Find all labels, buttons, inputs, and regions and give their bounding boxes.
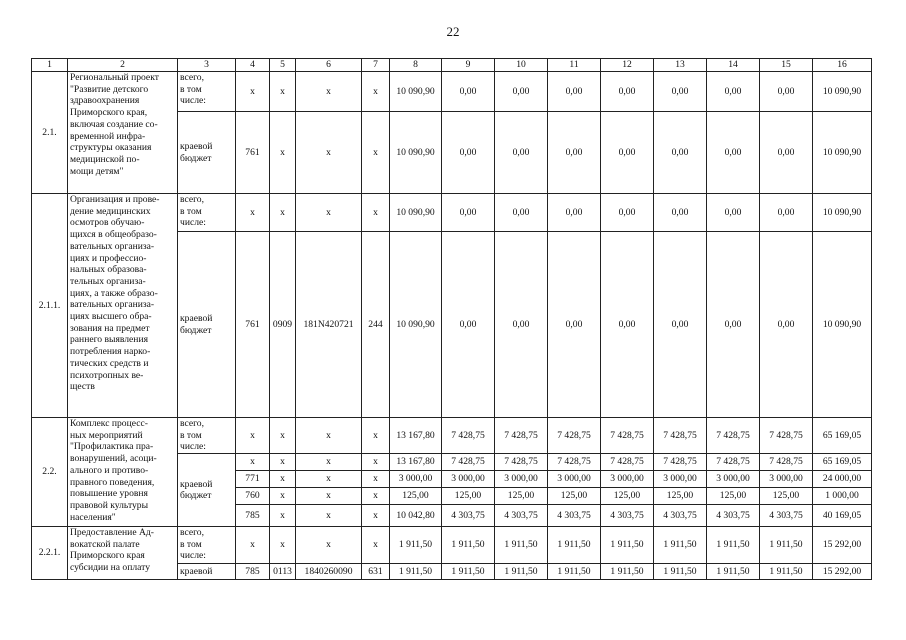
value-cell: 7 428,75 <box>442 418 495 454</box>
value-cell: 0,00 <box>654 194 707 232</box>
item-name-cell: Региональный проект "Развитие детского здравоохранения Приморского края, включая создание со- временной инфра- структуры оказания медицинской по- мощи детям" <box>68 72 178 194</box>
value-cell: 0,00 <box>601 112 654 194</box>
value-cell: 4 303,75 <box>442 505 495 527</box>
value-cell: 4 303,75 <box>760 505 813 527</box>
value-cell: 65 169,05 <box>813 454 872 471</box>
value-cell: 7 428,75 <box>495 454 548 471</box>
value-cell: 0,00 <box>654 72 707 112</box>
value-cell: 7 428,75 <box>654 454 707 471</box>
value-cell: 10 090,90 <box>813 72 872 112</box>
value-cell: х <box>296 471 362 488</box>
budget-table <box>31 58 872 580</box>
value-cell: 3 000,00 <box>442 471 495 488</box>
value-cell: х <box>296 72 362 112</box>
value-cell: х <box>362 418 390 454</box>
value-cell: 7 428,75 <box>548 454 601 471</box>
value-cell: х <box>270 527 296 564</box>
value-cell: 3 000,00 <box>707 471 760 488</box>
value-cell: 1 911,50 <box>390 564 442 580</box>
value-cell: 244 <box>362 232 390 418</box>
column-number-header: 11 <box>548 59 601 72</box>
value-cell: 15 292,00 <box>813 527 872 564</box>
value-cell: 0,00 <box>707 194 760 232</box>
value-cell: 65 169,05 <box>813 418 872 454</box>
value-cell: 0,00 <box>707 232 760 418</box>
column-number-header: 12 <box>601 59 654 72</box>
value-cell: 0,00 <box>760 72 813 112</box>
value-cell: 1 911,50 <box>442 564 495 580</box>
value-cell: 10 090,90 <box>390 194 442 232</box>
value-cell: 1 911,50 <box>654 564 707 580</box>
value-cell: х <box>362 194 390 232</box>
value-cell: 3 000,00 <box>760 471 813 488</box>
value-cell: 10 090,90 <box>813 232 872 418</box>
value-cell: 0,00 <box>442 112 495 194</box>
value-cell: 1 911,50 <box>548 564 601 580</box>
value-cell: х <box>362 72 390 112</box>
value-cell: х <box>362 505 390 527</box>
header-row <box>32 59 872 72</box>
item-number-cell: 2.2. <box>32 418 68 527</box>
value-cell: 4 303,75 <box>495 505 548 527</box>
value-cell: 125,00 <box>654 488 707 505</box>
item-name-cell: Предоставление Ад- вокатской палате Приморского края субсидии на оплату <box>68 527 178 580</box>
value-cell: х <box>236 194 270 232</box>
value-cell: 125,00 <box>442 488 495 505</box>
value-cell: 7 428,75 <box>654 418 707 454</box>
value-cell: 125,00 <box>601 488 654 505</box>
column-number-header: 5 <box>270 59 296 72</box>
value-cell: 125,00 <box>390 488 442 505</box>
value-cell: 15 292,00 <box>813 564 872 580</box>
column-number-header: 9 <box>442 59 495 72</box>
value-cell: 3 000,00 <box>495 471 548 488</box>
value-cell: 0,00 <box>495 194 548 232</box>
value-cell: 1 911,50 <box>495 564 548 580</box>
value-cell: 7 428,75 <box>760 454 813 471</box>
column-number-header: 13 <box>654 59 707 72</box>
column-number-header: 4 <box>236 59 270 72</box>
value-cell: 0113 <box>270 564 296 580</box>
value-cell: 1 911,50 <box>707 564 760 580</box>
value-cell: 125,00 <box>548 488 601 505</box>
value-cell: 1 911,50 <box>654 527 707 564</box>
value-cell: х <box>296 418 362 454</box>
value-cell: х <box>270 471 296 488</box>
value-cell: 1 911,50 <box>442 527 495 564</box>
item-number-cell: 2.1.1. <box>32 194 68 418</box>
value-cell: 0,00 <box>442 72 495 112</box>
value-cell: х <box>362 112 390 194</box>
column-number-header: 10 <box>495 59 548 72</box>
value-cell: 1 000,00 <box>813 488 872 505</box>
column-number-header: 14 <box>707 59 760 72</box>
value-cell: 40 169,05 <box>813 505 872 527</box>
value-cell: 125,00 <box>760 488 813 505</box>
value-cell: 4 303,75 <box>548 505 601 527</box>
value-cell: 0,00 <box>707 112 760 194</box>
value-cell: 10 090,90 <box>813 112 872 194</box>
table-row <box>32 194 872 232</box>
value-cell: 13 167,80 <box>390 454 442 471</box>
value-cell: х <box>296 112 362 194</box>
value-cell: 4 303,75 <box>601 505 654 527</box>
value-cell: 3 000,00 <box>390 471 442 488</box>
column-number-header: 7 <box>362 59 390 72</box>
value-cell: 24 000,00 <box>813 471 872 488</box>
column-number-header: 8 <box>390 59 442 72</box>
item-name-cell: Организация и прове- дение медицинских осмотров обучаю- щихся в общеобразо- вательных организа- циях и профессио- нальных образова- тельных организа- циях, а также образо- вательных организа- циях высшего обра- зования на предмет раннего выявления потребления нарко- тических средств и психотропных ве- ществ <box>68 194 178 418</box>
value-cell: 7 428,75 <box>495 418 548 454</box>
value-cell: х <box>362 488 390 505</box>
value-cell: 0,00 <box>548 72 601 112</box>
value-cell: 771 <box>236 471 270 488</box>
value-cell: 0,00 <box>760 232 813 418</box>
value-cell: х <box>270 454 296 471</box>
column-number-header: 3 <box>178 59 236 72</box>
value-cell: 0,00 <box>495 112 548 194</box>
column-number-header: 6 <box>296 59 362 72</box>
value-cell: 761 <box>236 232 270 418</box>
value-cell: 125,00 <box>707 488 760 505</box>
value-cell: 0,00 <box>760 112 813 194</box>
value-cell: х <box>362 527 390 564</box>
table-row <box>32 418 872 454</box>
value-cell: 13 167,80 <box>390 418 442 454</box>
value-cell: 1 911,50 <box>601 527 654 564</box>
value-cell: х <box>236 527 270 564</box>
value-cell: х <box>236 72 270 112</box>
value-cell: 1 911,50 <box>760 527 813 564</box>
value-cell: 7 428,75 <box>548 418 601 454</box>
value-cell: 125,00 <box>495 488 548 505</box>
value-cell: х <box>270 72 296 112</box>
value-cell: х <box>270 488 296 505</box>
value-cell: 7 428,75 <box>601 454 654 471</box>
value-cell: 760 <box>236 488 270 505</box>
value-cell: 0,00 <box>601 72 654 112</box>
value-cell: 3 000,00 <box>654 471 707 488</box>
value-cell: 3 000,00 <box>601 471 654 488</box>
value-cell: 0,00 <box>654 232 707 418</box>
value-cell: х <box>296 194 362 232</box>
value-cell: 1840260090 <box>296 564 362 580</box>
funding-source-cell: всего, в том числе: <box>178 194 236 232</box>
item-number-cell: 2.2.1. <box>32 527 68 580</box>
value-cell: х <box>296 505 362 527</box>
column-number-header: 1 <box>32 59 68 72</box>
funding-source-cell: краевой бюджет <box>178 454 236 527</box>
value-cell: х <box>296 488 362 505</box>
value-cell: 0,00 <box>601 194 654 232</box>
value-cell: 1 911,50 <box>601 564 654 580</box>
value-cell: 0,00 <box>442 232 495 418</box>
value-cell: 0,00 <box>548 194 601 232</box>
value-cell: 7 428,75 <box>760 418 813 454</box>
value-cell: 631 <box>362 564 390 580</box>
value-cell: 7 428,75 <box>601 418 654 454</box>
funding-source-cell: всего, в том числе: <box>178 418 236 454</box>
value-cell: х <box>270 418 296 454</box>
value-cell: 10 042,80 <box>390 505 442 527</box>
value-cell: 785 <box>236 505 270 527</box>
value-cell: 7 428,75 <box>707 418 760 454</box>
value-cell: 10 090,90 <box>390 112 442 194</box>
value-cell: 1 911,50 <box>760 564 813 580</box>
value-cell: 3 000,00 <box>548 471 601 488</box>
value-cell: 10 090,90 <box>390 72 442 112</box>
value-cell: 0909 <box>270 232 296 418</box>
value-cell: х <box>270 505 296 527</box>
funding-source-cell: краевой бюджет <box>178 112 236 194</box>
value-cell: х <box>296 454 362 471</box>
value-cell: 1 911,50 <box>495 527 548 564</box>
value-cell: х <box>296 527 362 564</box>
value-cell: 761 <box>236 112 270 194</box>
value-cell: 4 303,75 <box>707 505 760 527</box>
value-cell: 785 <box>236 564 270 580</box>
value-cell: х <box>236 454 270 471</box>
value-cell: х <box>362 471 390 488</box>
value-cell: 0,00 <box>601 232 654 418</box>
value-cell: 7 428,75 <box>442 454 495 471</box>
funding-source-cell: краевой бюджет <box>178 232 236 418</box>
value-cell: х <box>270 194 296 232</box>
item-number-cell: 2.1. <box>32 72 68 194</box>
value-cell: х <box>236 418 270 454</box>
value-cell: 0,00 <box>495 72 548 112</box>
table-row <box>32 72 872 112</box>
value-cell: 0,00 <box>495 232 548 418</box>
value-cell: х <box>362 454 390 471</box>
value-cell: 0,00 <box>442 194 495 232</box>
table-row <box>32 527 872 564</box>
value-cell: 181N420721 <box>296 232 362 418</box>
value-cell: 1 911,50 <box>390 527 442 564</box>
value-cell: 7 428,75 <box>707 454 760 471</box>
funding-source-cell: краевой <box>178 564 236 580</box>
column-number-header: 15 <box>760 59 813 72</box>
funding-source-cell: всего, в том числе: <box>178 527 236 564</box>
value-cell: х <box>270 112 296 194</box>
funding-source-cell: всего, в том числе: <box>178 72 236 112</box>
value-cell: 0,00 <box>760 194 813 232</box>
value-cell: 1 911,50 <box>707 527 760 564</box>
value-cell: 0,00 <box>548 232 601 418</box>
value-cell: 0,00 <box>707 72 760 112</box>
page-number: 22 <box>446 24 460 39</box>
value-cell: 10 090,90 <box>390 232 442 418</box>
column-number-header: 16 <box>813 59 872 72</box>
value-cell: 1 911,50 <box>548 527 601 564</box>
value-cell: 4 303,75 <box>654 505 707 527</box>
value-cell: 10 090,90 <box>813 194 872 232</box>
value-cell: 0,00 <box>548 112 601 194</box>
value-cell: 0,00 <box>654 112 707 194</box>
column-number-header: 2 <box>68 59 178 72</box>
item-name-cell: Комплекс процесс- ных мероприятий "Профилактика пра- вонарушений, асоци- ального и противо- правного поведения, повышение уровня правовой культуры населения" <box>68 418 178 527</box>
